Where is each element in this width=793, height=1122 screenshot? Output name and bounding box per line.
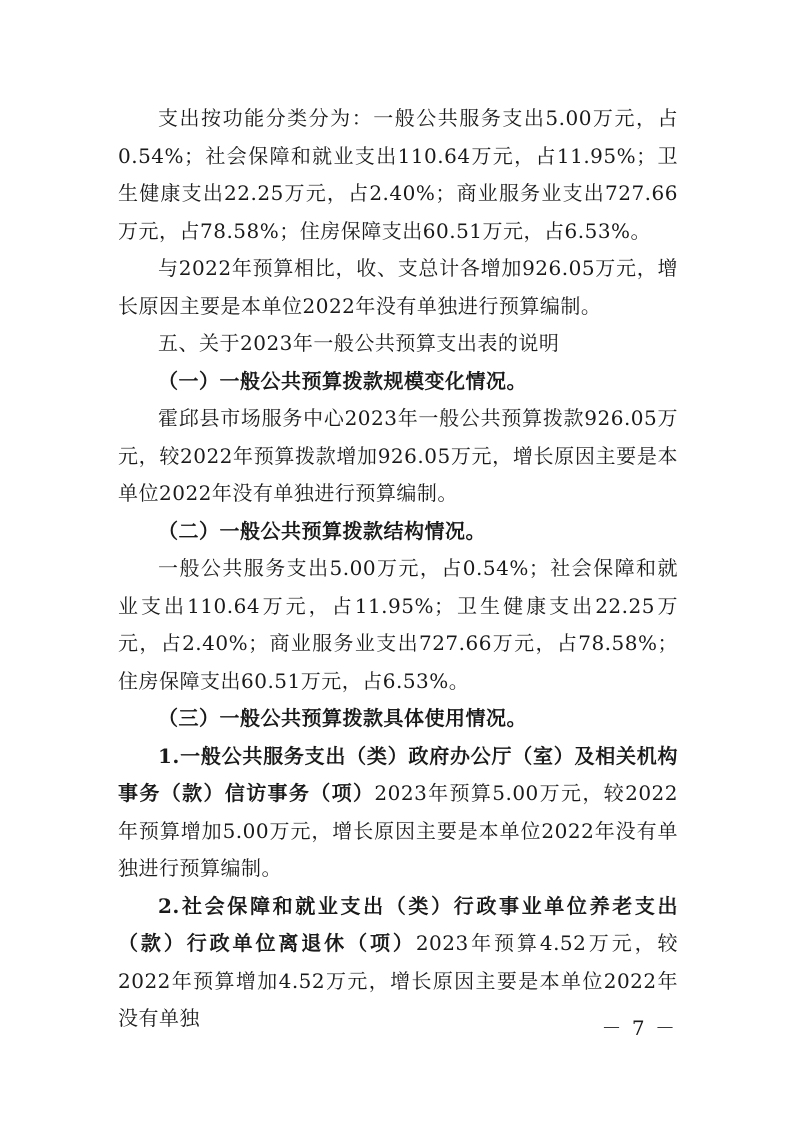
paragraph-appropriation-scale: 霍邱县市场服务中心2023年一般公共预算拨款926.05万元，较2022年预算拨款增加926.05万元，增长原因主要是本单位2022年没有单独进行预算编制。 [118, 406, 678, 505]
paragraph-appropriation-structure: 一般公共服务支出5.00万元，占0.54%；社会保障和就业支出110.64万元，占11.95%；卫生健康支出22.25万元，占2.40%；商业服务业支出727.66万元，占78.58%；住房保障支出60.51万元，占6.53%。 [118, 556, 678, 693]
paragraph-budget-comparison: 与2022年预算相比，收、支总计各增加926.05万元，增长原因主要是本单位2022年没有单独进行预算编制。 [118, 256, 678, 318]
item-1-heading: 1.一般公共服务支出（类）政府办公厅（室）及相关机构事务（款）信访事务（项） [118, 743, 678, 805]
subsection-1-title: （一）一般公共预算拨款规模变化情况。 [158, 368, 527, 393]
item-2-heading: 2.社会保障和就业支出（类）行政事业单位养老支出（款）行政单位离退休（项） [118, 893, 678, 955]
item-1-text: 2023年预算5.00万元，较2022年预算增加5.00万元，增长原因主要是本单位2022年没有单独进行预算编制。 [118, 781, 679, 880]
section-5-title: 五、关于2023年一般公共预算支出表的说明 [158, 331, 560, 355]
subsection-3-title: （三）一般公共预算拨款具体使用情况。 [158, 706, 527, 730]
paragraph-function-classification: 支出按功能分类分为：一般公共服务支出5.00万元，占0.54%；社会保障和就业支出110.64万元，占11.95%；卫生健康支出22.25万元，占2.40%；商业服务业支出727.66万元，占78.58%；住房保障支出60.51万元，占6.53%。 [118, 106, 678, 243]
document-body [118, 100, 678, 1038]
item-2 [118, 888, 678, 1038]
subsection-2-title: （二）一般公共预算拨款结构情况。 [158, 518, 486, 543]
item-2-text: 2023年预算4.52万元，较2022年预算增加4.52万元，增长原因主要是本单位2022年没有单独 [118, 931, 679, 1030]
item-1 [118, 738, 678, 888]
page-number: － 7 － [601, 1016, 677, 1040]
